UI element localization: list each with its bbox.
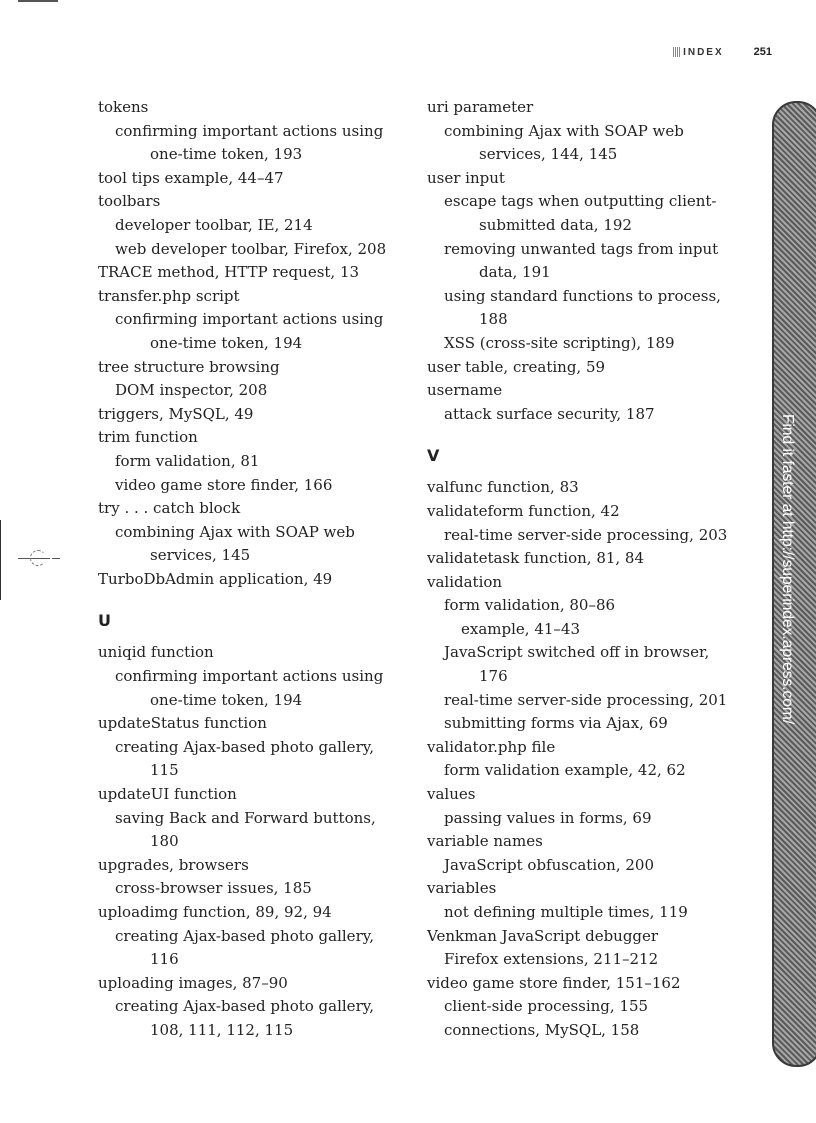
registration-mark-icon: [30, 550, 46, 566]
index-subentry: confirming important actions using: [115, 121, 384, 140]
index-entry: TurboDbAdmin application, 49: [98, 569, 333, 588]
index-subentry: video game store finder, 166: [115, 475, 333, 494]
index-subentry: not defining multiple times, 119: [444, 903, 688, 921]
index-entry: validateform function, 42: [427, 501, 620, 520]
index-entry-continuation: one-time token, 194: [150, 690, 303, 709]
index-entry: validation: [427, 572, 503, 591]
index-entry-continuation: data, 191: [479, 263, 551, 282]
index-entry: uniqid function: [98, 643, 214, 662]
index-entry: validatetask function, 81, 84: [427, 549, 645, 568]
index-entry: TRACE method, HTTP request, 13: [98, 263, 360, 282]
index-entry: variables: [427, 879, 497, 898]
index-entry: uri parameter: [427, 98, 534, 116]
index-entry: toolbars: [98, 192, 161, 211]
index-entry: variable names: [427, 832, 543, 851]
index-entry-continuation: 176: [479, 667, 508, 686]
index-subentry: XSS (cross-site scripting), 189: [444, 333, 675, 352]
index-entry: username: [427, 381, 503, 400]
index-subentry: client-side processing, 155: [444, 997, 649, 1016]
index-subentry: creating Ajax-based photo gallery,: [115, 997, 374, 1016]
index-subentry: form validation example, 42, 62: [444, 761, 686, 780]
index-subentry: web developer toolbar, Firefox, 208: [115, 239, 387, 258]
index-entry-continuation: one-time token, 194: [150, 333, 303, 352]
index-entry: valfunc function, 83: [427, 478, 579, 497]
crop-mark-top: [18, 0, 58, 2]
index-column-left: [98, 96, 398, 1043]
index-entry: tokens: [98, 98, 149, 116]
index-entry: triggers, MySQL, 49: [98, 404, 254, 423]
index-subentry: cross-browser issues, 185: [115, 879, 312, 898]
index-entry: values: [427, 785, 476, 804]
index-subentry: developer toolbar, IE, 214: [115, 215, 313, 234]
index-entry-continuation: services, 145: [150, 546, 251, 565]
index-entry: try . . . catch block: [98, 499, 241, 518]
index-entry-continuation: one-time token, 193: [150, 145, 303, 164]
index-letter-heading: V: [427, 446, 440, 466]
index-entry: transfer.php script: [98, 286, 240, 305]
index-entry-continuation: services, 144, 145: [479, 145, 618, 164]
index-entry-continuation: 115: [150, 761, 179, 780]
index-entry: uploading images, 87–90: [98, 973, 288, 992]
index-entry-continuation: 188: [479, 310, 508, 329]
index-entry-continuation: 116: [150, 950, 179, 969]
index-entry: tool tips example, 44–47: [98, 168, 284, 187]
index-subentry: confirming important actions using: [115, 667, 384, 686]
index-subentry: passing values in forms, 69: [444, 808, 652, 827]
index-entry: upgrades, browsers: [98, 855, 249, 874]
index-subentry: removing unwanted tags from input: [444, 239, 719, 258]
index-entry: updateStatus function: [98, 714, 267, 733]
index-subentry: combining Ajax with SOAP web: [444, 121, 684, 140]
index-subentry: real-time server-side processing, 203: [444, 525, 728, 544]
index-subentry: Firefox extensions, 211–212: [444, 950, 659, 969]
index-entry: validator.php file: [427, 737, 556, 756]
index-subentry: real-time server-side processing, 201: [444, 690, 728, 709]
index-subentry: confirming important actions using: [115, 310, 384, 329]
index-entry: user table, creating, 59: [427, 357, 606, 376]
index-entry: tree structure browsing: [98, 357, 280, 376]
binding-edge-line: [0, 520, 1, 600]
index-entry-continuation: submitted data, 192: [479, 215, 632, 234]
index-subentry: escape tags when outputting client-: [444, 192, 717, 211]
index-entry-continuation: 108, 111, 112, 115: [150, 1020, 294, 1039]
index-subentry: form validation, 80–86: [444, 596, 616, 615]
index-subentry: using standard functions to process,: [444, 286, 721, 305]
running-header: [673, 44, 772, 60]
index-subentry: JavaScript obfuscation, 200: [444, 855, 654, 874]
page-number: 251: [753, 46, 772, 58]
index-subentry: form validation, 81: [115, 451, 260, 470]
index-column-right: [427, 96, 757, 1043]
index-entry: trim function: [98, 428, 198, 447]
header-marker-icon: [673, 47, 681, 57]
index-entry: user input: [427, 168, 505, 187]
index-subentry: example, 41–43: [461, 619, 580, 638]
index-letter-heading: U: [98, 611, 111, 631]
thumb-tab-text: Find it faster at http://superindex.apress.com/: [779, 414, 796, 725]
index-subentry: JavaScript switched off in browser,: [444, 643, 710, 662]
index-subentry: DOM inspector, 208: [115, 381, 268, 400]
index-subentry: attack surface security, 187: [444, 404, 655, 423]
index-entry-continuation: 180: [150, 832, 179, 851]
index-subentry: creating Ajax-based photo gallery,: [115, 926, 374, 945]
index-entry: video game store finder, 151–162: [427, 973, 681, 992]
registration-mark-dash: [52, 558, 60, 559]
index-subentry: saving Back and Forward buttons,: [115, 808, 376, 827]
index-subentry: connections, MySQL, 158: [444, 1020, 640, 1039]
index-entry: Venkman JavaScript debugger: [427, 926, 659, 945]
index-subentry: creating Ajax-based photo gallery,: [115, 737, 374, 756]
index-subentry: submitting forms via Ajax, 69: [444, 714, 668, 733]
index-subentry: combining Ajax with SOAP web: [115, 522, 355, 541]
index-entry: updateUI function: [98, 785, 237, 804]
index-entry: uploadimg function, 89, 92, 94: [98, 903, 332, 921]
section-label: INDEX: [683, 46, 724, 58]
